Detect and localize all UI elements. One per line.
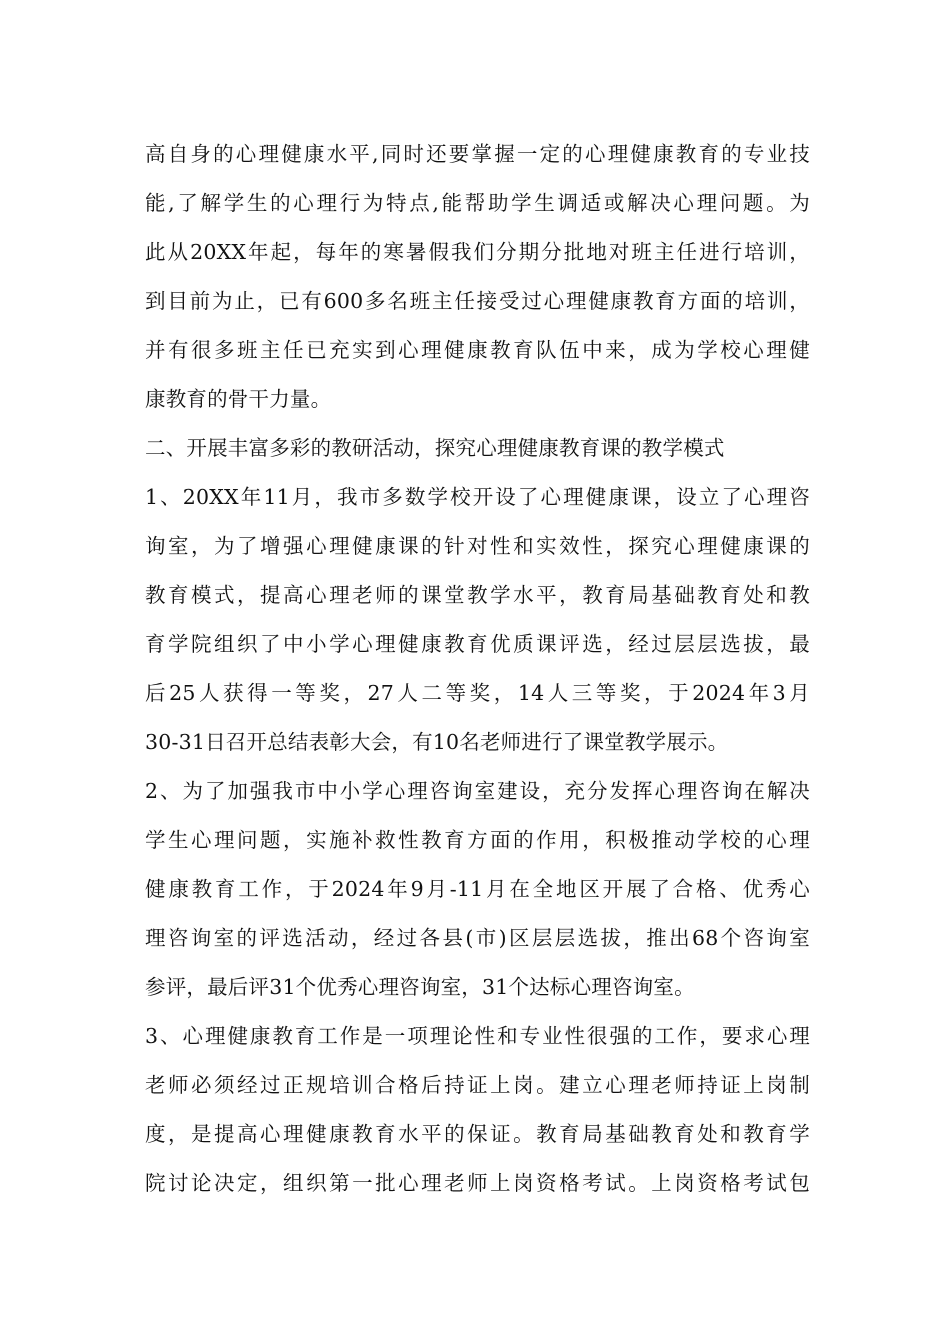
text-line: 并有很多班主任已充实到心理健康教育队伍中来，成为学校心理健 — [145, 338, 810, 362]
text-line: 康教育的骨干力量。 — [145, 387, 332, 411]
text-line: 育学院组织了中小学心理健康教育优质课评选，经过层层选拔，最 — [145, 632, 810, 656]
text-line: 参评，最后评31个优秀心理咨询室，31个达标心理咨询室。 — [145, 975, 695, 999]
text-line: 学生心理问题，实施补救性教育方面的作用，积极推动学校的心理 — [145, 828, 810, 852]
text-line: 高自身的心理健康水平,同时还要掌握一定的心理健康教育的专业技 — [145, 142, 810, 166]
text-line: 后25人获得一等奖，27人二等奖，14人三等奖，于2024年3月 — [145, 681, 810, 705]
text-line: 2、为了加强我市中小学心理咨询室建设，充分发挥心理咨询在解决 — [145, 779, 810, 803]
text-line: 健康教育工作，于2024年9月-11月在全地区开展了合格、优秀心 — [145, 877, 810, 901]
text-line: 教育模式，提高心理老师的课堂教学水平，教育局基础教育处和教 — [145, 583, 810, 607]
text-line: 度，是提高心理健康教育水平的保证。教育局基础教育处和教育学 — [145, 1122, 810, 1146]
text-line: 3、心理健康教育工作是一项理论性和专业性很强的工作，要求心理 — [145, 1024, 810, 1048]
text-line: 此从20XX年起，每年的寒暑假我们分期分批地对班主任进行培训， — [145, 240, 810, 264]
text-line: 30-31日召开总结表彰大会，有10名老师进行了课堂教学展示。 — [145, 730, 729, 754]
document-body — [145, 130, 810, 1208]
section-heading: 二、开展丰富多彩的教研活动，探究心理健康教育课的教学模式 — [145, 436, 725, 460]
text-line: 老师必须经过正规培训合格后持证上岗。建立心理老师持证上岗制 — [145, 1073, 810, 1097]
text-line: 理咨询室的评选活动，经过各县(市)区层层选拔，推出68个咨询室 — [145, 926, 810, 950]
text-line: 1、20XX年11月，我市多数学校开设了心理健康课，设立了心理咨 — [145, 485, 810, 509]
text-line: 院讨论决定，组织第一批心理老师上岗资格考试。上岗资格考试包 — [145, 1171, 810, 1195]
text-line: 能,了解学生的心理行为特点,能帮助学生调适或解决心理问题。为 — [145, 191, 810, 215]
text-line: 询室，为了增强心理健康课的针对性和实效性，探究心理健康课的 — [145, 534, 810, 558]
text-line: 到目前为止，已有600多名班主任接受过心理健康教育方面的培训， — [145, 289, 810, 313]
